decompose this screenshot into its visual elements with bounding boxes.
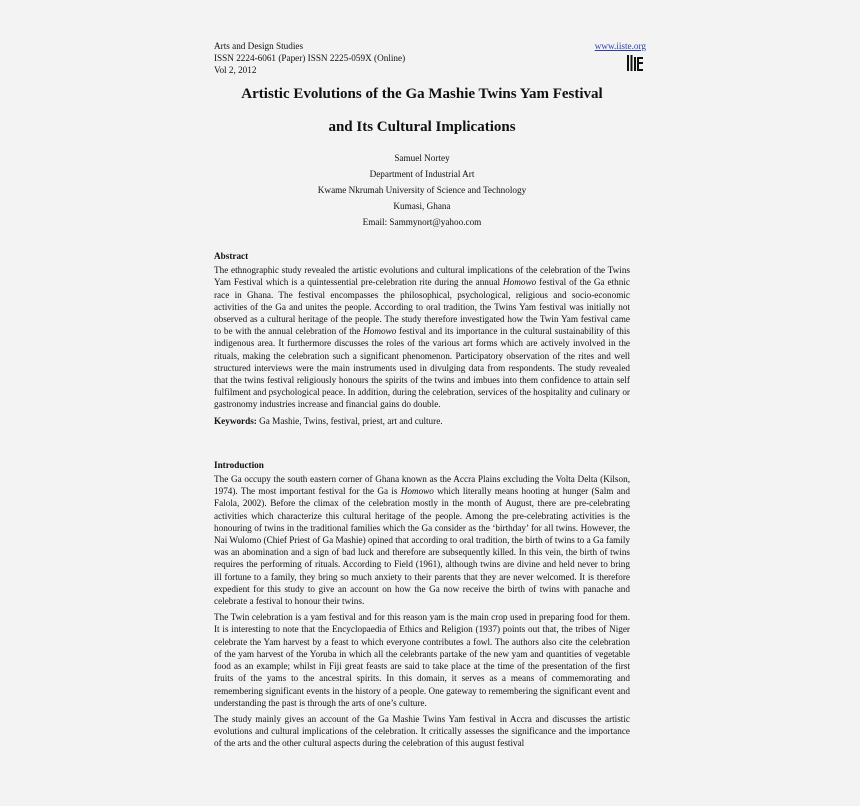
italic-term: Homowo [400,486,434,497]
paper-title [214,78,630,144]
author-email: Email: Sammynort@yahoo.com [362,217,482,227]
author-block [214,150,630,230]
abstract-heading: Abstract [214,251,249,261]
italic-term: Homowo [363,326,397,337]
abstract-text: The ethnographic study revealed the artistic evolutions and cultural implications of the celebration of the Twins Yam Festival which is a quintessential pre-celebration rite during the annual Homowo festival of the Ga ethnic race in Ghana. The festival encompasses the philosophical, psychological, religious and socio-economic activities of the Ga and unites the people. According to oral tradition, the Twins Yam festival was initially not observed as a cultural heritage of the people. The study therefore investigated how the Twin Yam festival came to be with the annual celebration of the Homowo festival and its importance in the cultural sustainability of this indigenous area. It furthermore discusses the roles of the various art forms which are actively involved in the rituals, making the celebration such a significant phenomenon. Participatory observation of the rites and well structured interviews were the main instruments used in divulging data from respondents. The study revealed that the twins festival religiously honours the spirits of the twins and imbues into them confidence to attain self fulfilment and psychological peace. In addition, during the celebration, services of the hospitality and culinary or gastronomy industries increase and financial gains do double. [214,265,631,410]
introduction-heading: Introduction [214,459,264,470]
italic-term: Homowo [503,277,537,288]
journal-name: Arts and Design Studies [214,41,304,51]
author-university: Kwame Nkrumah University of Science and Technology [317,185,527,195]
journal-info [214,40,405,76]
iiste-logo-icon [626,54,644,72]
issn-line: ISSN 2224-6061 (Paper) ISSN 2225-059X (Online) [214,53,406,63]
intro-paragraph-2: The Twin celebration is a yam festival and for this reason yam is the main crop used in preparing food for them. It is interesting to note that the Encyclopaedia of Ethics and Religion (1937) points out that, the tribes of Niger celebrate the Yam harvest by a feast to which everyone contributes a fowl. The authors also cite the celebration of the yam harvest of the Yoruba in which all the celebrants partake of the new yam and quantities of vegetable food as an example; whilst in Fiji great feasts are said to take place at the time of the presentation of the first fruits of the yams to the ancestral spirits. In this domain, it serves as a means of commemorating and remembering significant events in the history of a people. One gateway to remembering the significant event and understanding the past is through the arts of one’s culture. [214,612,630,708]
paper-page [214,36,646,750]
keywords-label: Keywords: [214,415,257,426]
intro-paragraph-3: The study mainly gives an account of the Ga Mashie Twins Yam festival in Accra and discusses the artistic evolutions and cultural implications of the celebration. It critically assesses the significance and the importance of the arts and the other cultural aspects during the celebration of this august festival [214,713,630,749]
journal-header [214,36,646,76]
intro-paragraph-1: The Ga occupy the south eastern corner of Ghana known as the Accra Plains excluding the Volta Delta (Kilson, 1974). The most important festival for the Ga is Homowo which literally means hooting at hunger (Salm and Falola, 2002). Before the climax of the celebration mostly in the month of August, there are pre-celebrating activities which characterize this cultural heritage of the people. Among the pre-celebrating activities is the honouring of twins in the traditional families which the Ga consider as the ‘birthday’ for all twins. However, the Nai Wulomo (Chief Priest of Ga Mashie) opined that according to oral tradition, the birth of twins to a Ga family was an abomination and a sign of bad luck and therefore are subsequently killed. In this vein, the birth of twins requires the performing of rituals. According to Field (1961), although twins are divine and held never to bring ill fortune to a family, they bring so much anxiety to their parents that they are never welcomed. It is therefore expedient for this study to give an account on how the Ga now receive the birth of twins with panache and celebrate a festival to honour their twins. [214,474,630,607]
author-name: Samuel Nortey [394,153,450,163]
keywords-line [214,415,630,427]
keywords-text: Ga Mashie, Twins, festival, priest, art and culture. [256,415,443,426]
author-department: Department of Industrial Art [369,169,475,179]
title-line-2: and Its Cultural Implications [328,119,516,135]
title-line-1: Artistic Evolutions of the Ga Mashie Twins Yam Festival [241,86,603,102]
volume-line: Vol 2, 2012 [214,65,257,75]
author-city: Kumasi, Ghana [393,201,451,211]
journal-url-link[interactable]: www.iiste.org [594,41,646,51]
